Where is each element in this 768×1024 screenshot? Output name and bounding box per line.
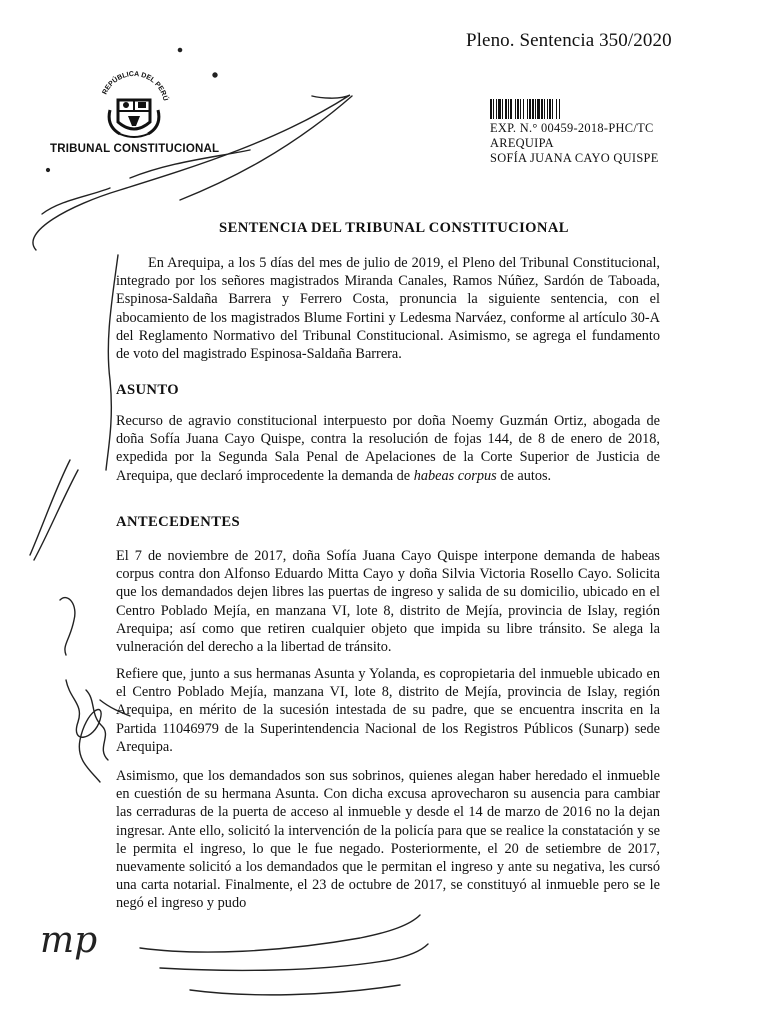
- case-number: EXP. N.° 00459-2018-PHC/TC: [490, 121, 654, 135]
- antecedentes-paragraph-1: El 7 de noviembre de 2017, doña Sofía Juana Cayo Quispe interpone demanda de habeas corpus contra don Alfonso Eduardo Mitta Cayo y doña Silvia Victoria Rosello Cayo. Solicita que los demandados dejen libres las puertas de ingreso y salida de su domicilio, ubicado en el Centro Poblado Mejía, en manzana VI, lote 8, distrito de Mejía, provincia de Islay, región Arequipa; así como que retiren cualquier objeto que impida su libre tránsito. Se alega la vulneración del derecho a la libertad de tránsito.: [116, 548, 660, 656]
- antecedentes-paragraph-3: Asimismo, que los demandados son sus sobrinos, quienes alegan haber heredado el inmueble en cuestión de su hermana Asunta. Con dicha excusa aprovecharon su ausencia para cambiar las cerraduras de la puerta de acceso al inmueble y desde el 14 de marzo de 2016 no la dejan ingresar. Ante ello, solicitó la intervención de la policía para que se realice la constatación y se le permita el ingreso, lo que le fue negado. Posteriormente, el 20 de setiembre de 2017, nuevamente solicitó a los demandados que le permitan el ingreso y ante su negativa, les cursó una carta notarial. Finalmente, el 23 de octubre de 2017, se constituyó al inmueble pero se le negó el ingreso y pudo: [116, 768, 660, 912]
- case-city: AREQUIPA: [490, 136, 554, 150]
- initials-signature: mp: [40, 920, 98, 961]
- barcode-icon: [490, 99, 586, 119]
- asunto-heading: ASUNTO: [116, 382, 179, 398]
- case-party: SOFÍA JUANA CAYO QUISPE: [490, 151, 659, 165]
- asunto-text-1: Recurso de agravio constitucional interpuesto por doña Noemy Guzmán Ortiz, abogada de doña Sofía Juana Cayo Quispe, contra la resolución de fojas 144, de 8 de enero de 2018, expedida por la Segunda Sala Penal de Apelaciones de la Corte Superior de Justicia de Arequipa, que declaró improcedente la demanda de: [116, 413, 660, 484]
- institution-label: TRIBUNAL CONSTITUCIONAL: [50, 143, 220, 155]
- case-info: [490, 121, 659, 166]
- asunto-text-italic: habeas corpus: [413, 467, 497, 484]
- asunto-text-2: de autos.: [496, 467, 552, 484]
- antecedentes-heading: ANTECEDENTES: [116, 514, 241, 530]
- intro-paragraph: En Arequipa, a los 5 días del mes de julio de 2019, el Pleno del Tribunal Constitucional, integrado por los señores magistrados Miranda Canales, Ramos Núñez, Sardón de Taboada, Espinosa-Saldaña Barrera y Ferrero Costa, pronuncia la siguiente sentencia, con el abocamiento de los magistrados Blume Fortini y Ledesma Narváez, conforme al artículo 30-A del Reglamento Normativo del Tribunal Constitucional. Asimismo, se agrega el fundamento de voto del magistrado Espinosa-Saldaña Barrera.: [116, 255, 660, 363]
- peru-coat-of-arms-icon: [96, 70, 172, 146]
- sentence-number: Pleno. Sentencia 350/2020: [466, 30, 672, 51]
- asunto-paragraph: [116, 412, 660, 485]
- document-title: SENTENCIA DEL TRIBUNAL CONSTITUCIONAL: [219, 220, 569, 236]
- svg-text:REPÚBLICA DEL PERÚ: REPÚBLICA DEL PERÚ: [101, 70, 169, 102]
- antecedentes-paragraph-2: Refiere que, junto a sus hermanas Asunta y Yolanda, es copropietaria del inmueble ubicado en el Centro Poblado Mejía, manzana VI, lote 8, distrito de Mejía, provincia de Islay, región Arequipa, en mérito de la sucesión intestada de su padre, que se encuentra inscrita en la Partida 11046979 de la Superintendencia Nacional de los Registros Públicos (Sunarp) sede Arequipa.: [116, 666, 660, 755]
